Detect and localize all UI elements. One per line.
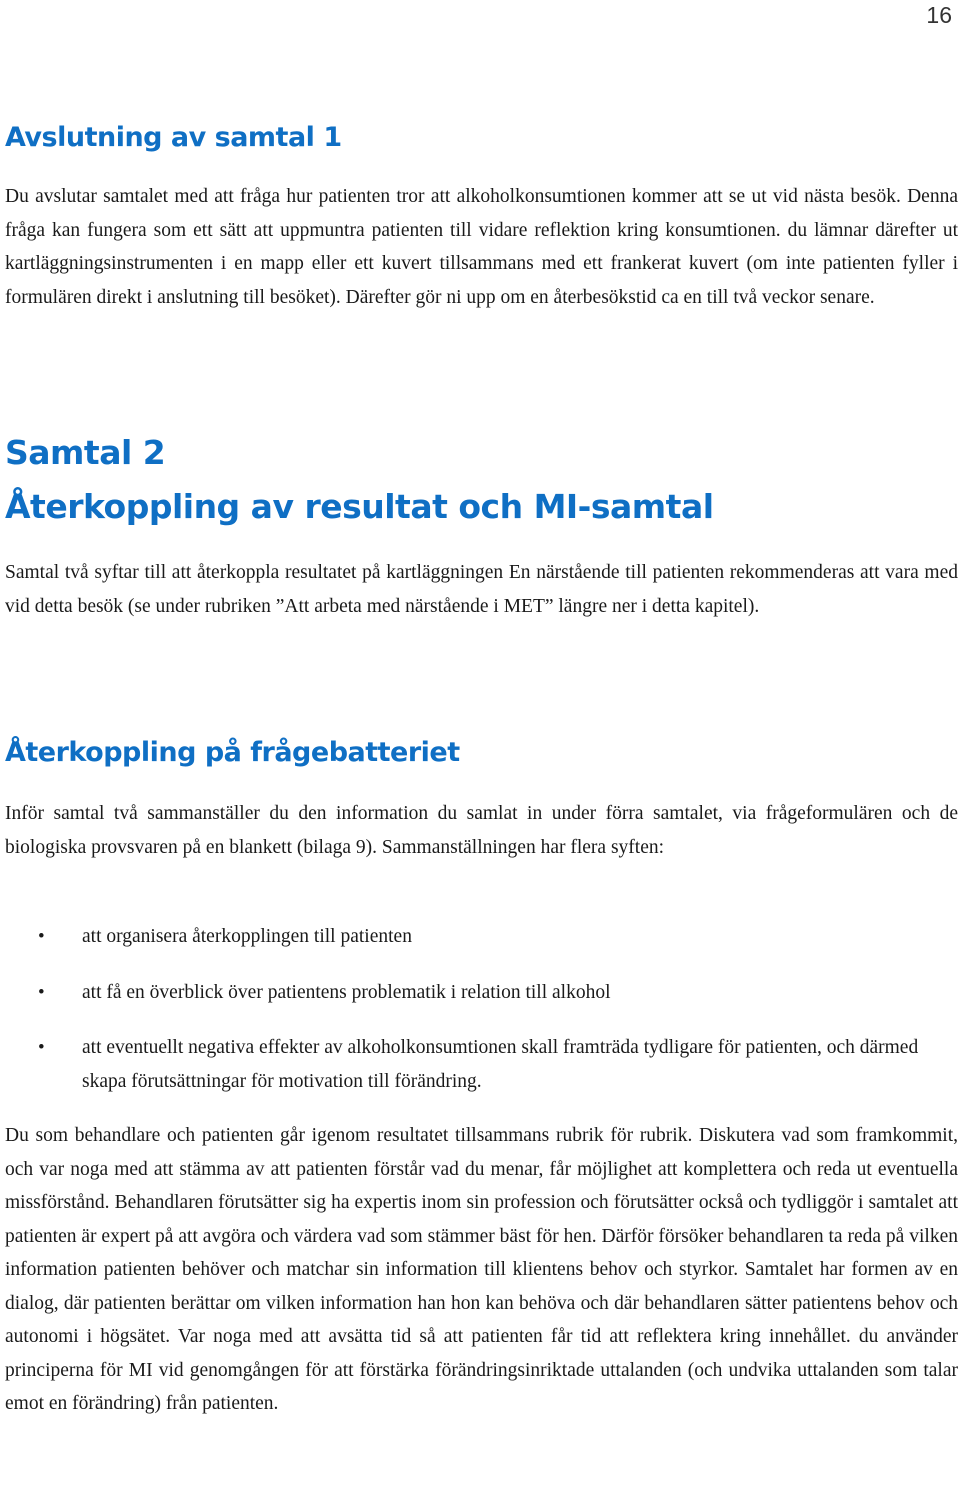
list-item-text: att eventuellt negativa effekter av alkoholkonsumtionen skall framträda tydligare för patienten, och därmed skapa förutsättningar för motivation till förändring. (82, 1037, 919, 1092)
list-item-text: att organisera återkopplingen till patienten (82, 926, 412, 947)
bullet-icon: • (38, 926, 45, 947)
paragraph-fragebatteriet-intro: Inför samtal två sammanställer du den information du samlat in under förra samtalet, via frågeformulären och de biologiska provsvaren på en blankett (bilaga 9). Sammanställningen har flera syften: (5, 803, 958, 858)
section-heading-avslutning: Avslutning av samtal 1 (5, 122, 342, 153)
page-number: 16 (926, 2, 952, 28)
paragraph-genomgang: Du som behandlare och patienten går igenom resultatet tillsammans rubrik för rubrik. Diskutera vad som framkommit, och var noga med att stämma av att patienten förstår vad du menar, får möjlighet att komplettera och reda ut eventuella missförstånd. Behandlaren förutsätter sig ha expertis inom sin profession och förutsätter också och tydliggör i samtalet att patienten är expert på att avgöra och värdera vad som stämmer bäst för hen. Därför försöker behandlaren ta reda på vilken information patienten behöver och matchar sin information till klientens behov och styrkor. Samtalet har formen av en dialog, där patienten berättar om vilken information han hon kan behöva och där behandlaren sätter patientens behov och autonomi i högsätet. Var noga med att avsätta tid så att patienten får tid att reflektera kring innehållet. du använder principerna för MI vid genomgången för att förstärka förändringsinriktade uttalanden (och undvika uttalanden som talar emot en förändring) från patienten. (5, 1125, 958, 1414)
section-heading-samtal-2: Samtal 2 (5, 433, 166, 472)
section-heading-fragebatteriet: Återkoppling på frågebatteriet (5, 737, 460, 768)
bullet-icon: • (38, 1037, 45, 1058)
bullet-icon: • (38, 982, 45, 1003)
section-heading-aterkoppling-resultat: Återkoppling av resultat och MI-samtal (5, 487, 714, 526)
list-item-text: att få en överblick över patientens problematik i relation till alkohol (82, 982, 611, 1003)
paragraph-samtal-2: Samtal två syftar till att återkoppla resultatet på kartläggningen En närstående till patienten rekommenderas att vara med vid detta besök (se under rubriken ”Att arbeta med närstående i MET” längre ner i detta kapitel). (5, 562, 958, 617)
paragraph-avslutning: Du avslutar samtalet med att fråga hur patienten tror att alkoholkonsumtionen kommer att se ut vid nästa besök. Denna fråga kan fungera som ett sätt att uppmuntra patienten till vidare reflektion kring konsumtionen. du lämnar därefter ut kartläggningsinstrumenten i en mapp eller ett kuvert tillsammans med ett frankerat kuvert (om inte patienten fyller i formulären direkt i anslutning till besöket). Därefter gör ni upp om en återbesökstid ca en till två veckor senare. (5, 186, 958, 308)
